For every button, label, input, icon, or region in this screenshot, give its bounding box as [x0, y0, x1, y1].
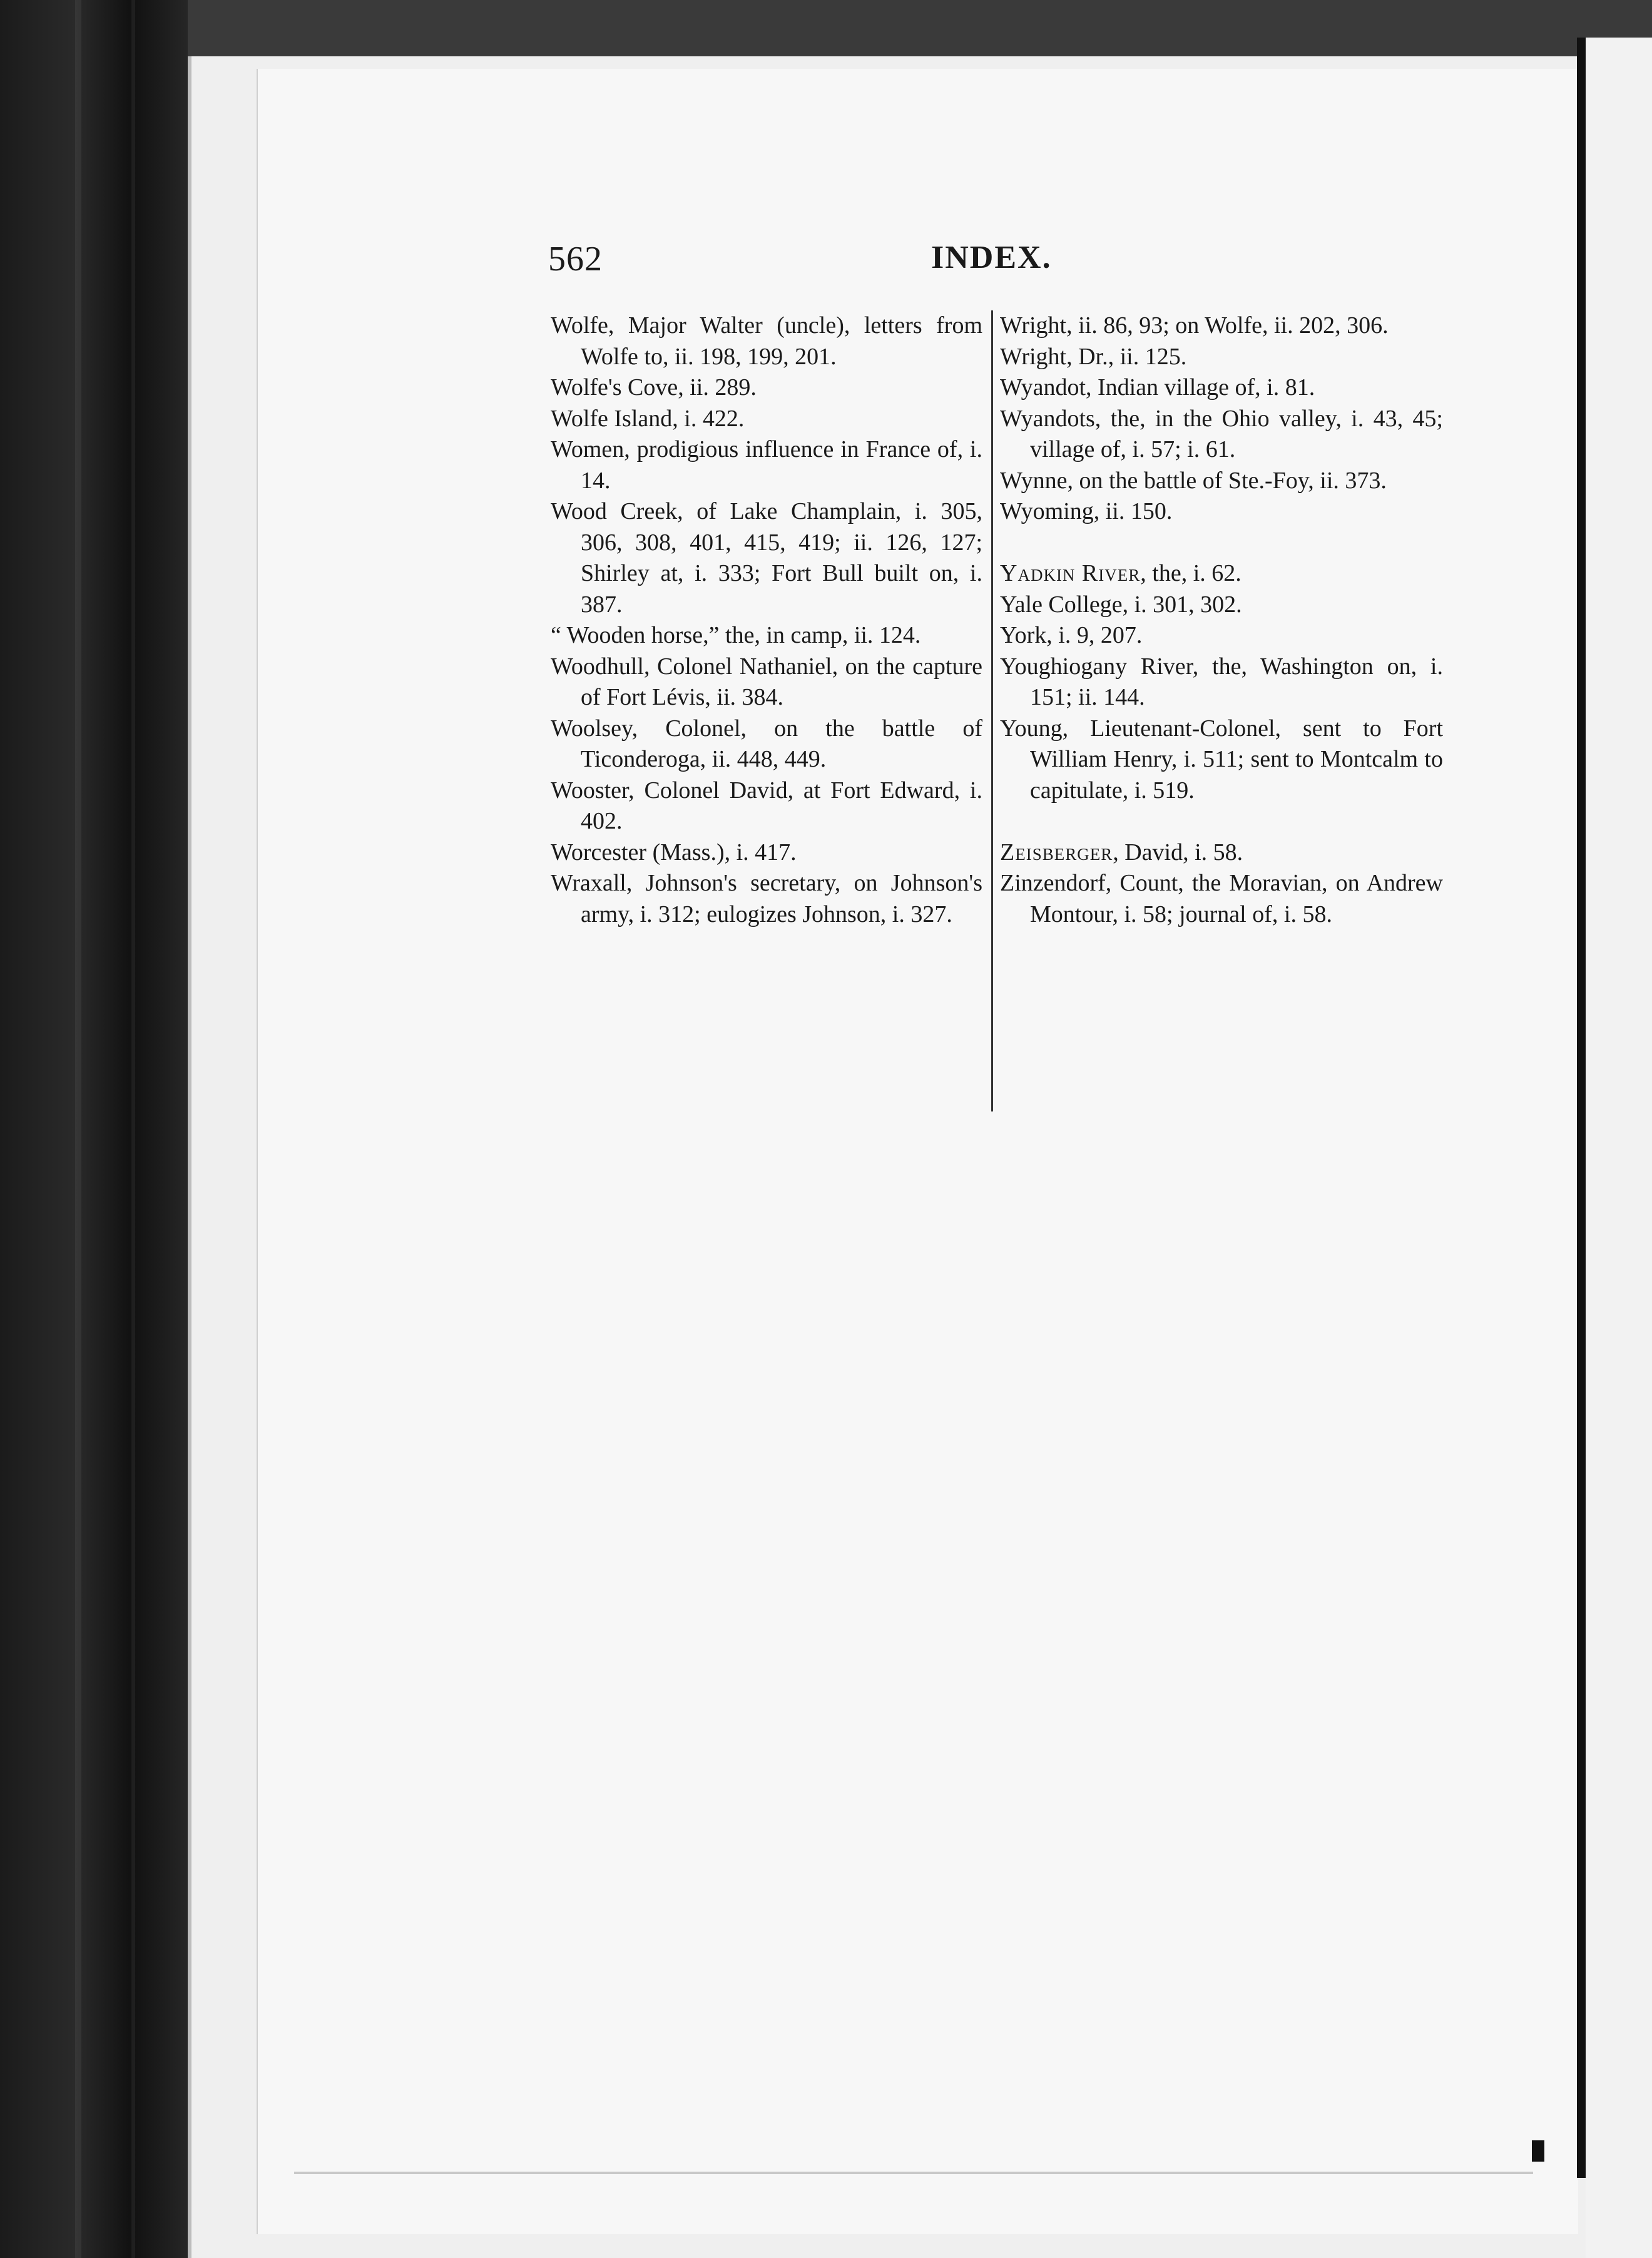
letter-group-gap	[1000, 806, 1443, 837]
index-entry: Zinzendorf, Count, the Moravian, on Andrew Montour, i. 58; journal of, i. 58.	[1000, 870, 1443, 927]
index-entry: Yale College, i. 301, 302.	[1000, 591, 1242, 618]
book-binding	[0, 0, 188, 2258]
entry-heading: Yadkin River	[1000, 560, 1141, 586]
index-entry: Wright, ii. 86, 93; on Wolfe, ii. 202, 306.	[1000, 312, 1389, 339]
index-entry: Wraxall, Johnson's secretary, on Johnson's army, i. 312; eulogizes Johnson, i. 327.	[551, 870, 982, 927]
index-entry: Wyandots, the, in the Ohio valley, i. 43, 45; village of, i. 57; i. 61.	[1000, 405, 1443, 462]
index-entry: York, i. 9, 207.	[1000, 622, 1143, 648]
page-bottom-edge	[294, 2172, 1533, 2174]
index-entry: Wolfe's Cove, ii. 289.	[551, 374, 757, 401]
index-entry: Woodhull, Colonel Nathaniel, on the capture of Fort Lévis, ii. 384.	[551, 653, 982, 710]
index-entry: Wooster, Colonel David, at Fort Edward, i. 402.	[551, 777, 982, 834]
index-entry: Wright, Dr., ii. 125.	[1000, 343, 1187, 370]
facing-page-edge	[1586, 38, 1652, 2258]
index-entry: Wolfe, Major Walter (uncle), letters from Wolfe to, ii. 198, 199, 201.	[551, 312, 982, 370]
index-entry: Wolfe Island, i. 422.	[551, 405, 745, 432]
index-entry: Wood Creek, of Lake Champlain, i. 305, 306, 308, 401, 415, 419; ii. 126, 127; Shirley at, i. 333; Fort Bull built on, i. 387.	[551, 498, 982, 618]
scan-mark	[1532, 2140, 1544, 2162]
index-entry: Wyandot, Indian village of, i. 81.	[1000, 374, 1315, 401]
letter-group-gap	[1000, 528, 1443, 559]
index-entry: Woolsey, Colonel, on the battle of Ticonderoga, ii. 448, 449.	[551, 715, 982, 772]
entry-text: , David, i. 58.	[1113, 839, 1243, 866]
index-entry: “ Wooden horse,” the, in camp, ii. 124.	[551, 622, 921, 648]
index-entry: Wyoming, ii. 150.	[1000, 498, 1173, 524]
index-entry: Worcester (Mass.), i. 417.	[551, 839, 797, 866]
page-number: 562	[548, 240, 603, 278]
index-column-left	[551, 310, 982, 930]
index-entry: Women, prodigious influence in France of, i. 14.	[551, 436, 982, 494]
index-entry: Young, Lieutenant-Colonel, sent to Fort William Henry, i. 511; sent to Montcalm to capitulate, i. 519.	[1000, 715, 1443, 804]
index-column-right	[1000, 310, 1443, 930]
binding-streak	[131, 0, 135, 2258]
entry-text: , the, i. 62.	[1140, 560, 1242, 586]
binding-streak	[75, 0, 81, 2258]
index-entry: Wynne, on the battle of Ste.-Foy, ii. 373.	[1000, 467, 1387, 494]
page-title: INDEX.	[931, 240, 1052, 275]
page-gutter-shadow	[1577, 38, 1586, 2178]
index-entry	[1000, 558, 1443, 590]
index-entry	[1000, 837, 1443, 869]
column-divider	[991, 310, 993, 1111]
entry-heading: Zeisberger	[1000, 839, 1113, 866]
index-entry: Youghiogany River, the, Washington on, i. 151; ii. 144.	[1000, 653, 1443, 710]
